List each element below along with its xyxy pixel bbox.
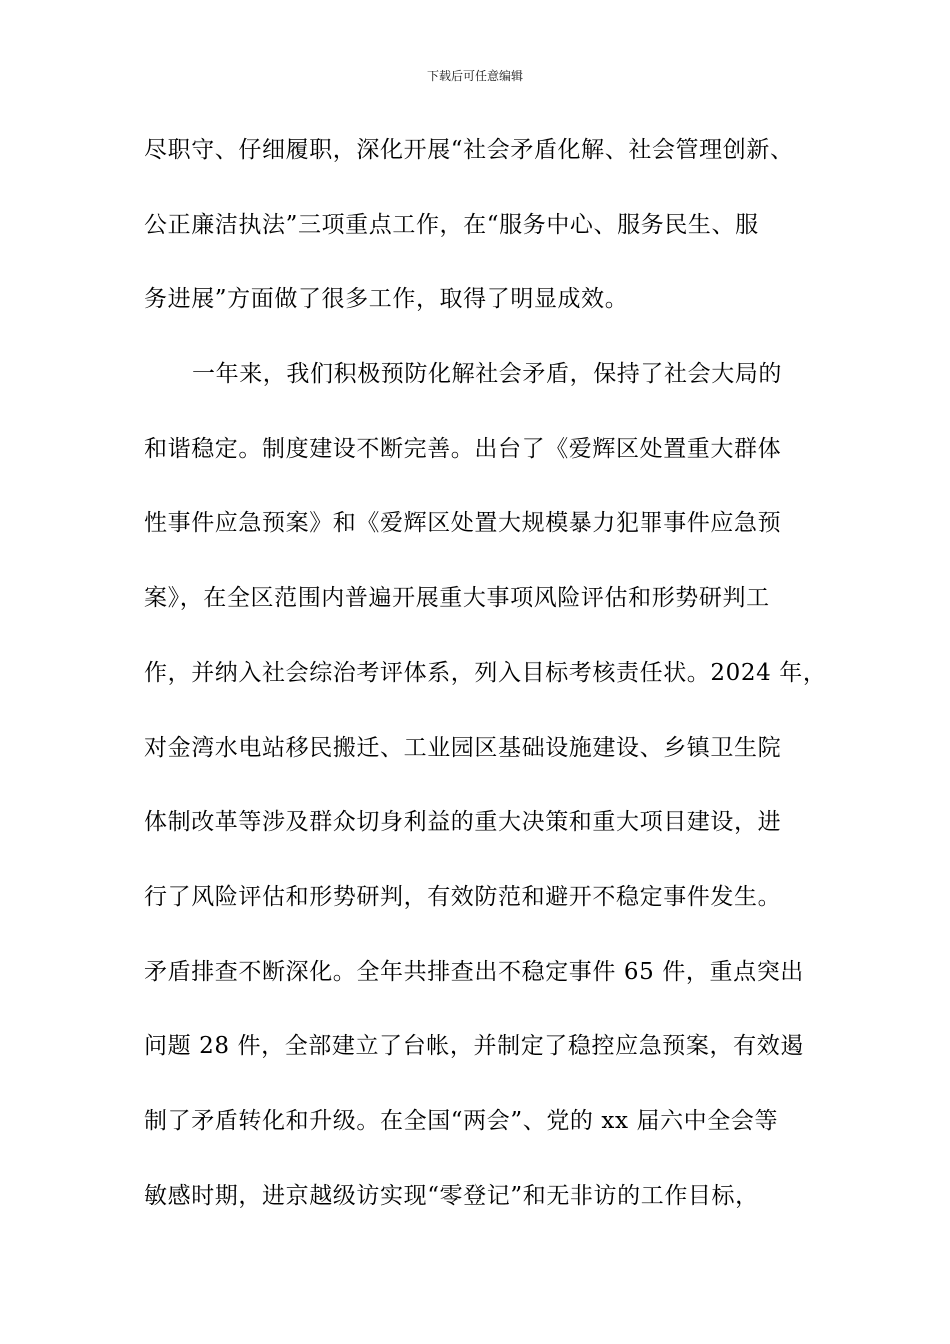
text-line-13: 问题 28 件，全部建立了台帐，并制定了稳控应急预案，有效遏	[144, 1033, 804, 1060]
text-line-14: 制了矛盾转化和升级。在全国“两会”、党的 xx 届六中全会等	[144, 1107, 779, 1134]
page-header: 下载后可任意编辑	[426, 69, 523, 83]
text-line-5: 和谐稳定。制度建设不断完善。出台了《爱辉区处置重大群体	[144, 435, 782, 462]
text-line-9: 对金湾水电站移民搬迁、工业园区基础设施建设、乡镇卫生院	[144, 734, 782, 761]
text-line-3: 务进展”方面做了很多工作，取得了明显成效。	[144, 286, 629, 313]
text-line-1: 尽职守、仔细履职，深化开展“社会矛盾化解、社会管理创新、	[144, 137, 794, 163]
text-line-4-paragraph-start: 一年来，我们积极预防化解社会矛盾，保持了社会大局的	[192, 361, 782, 388]
text-line-7: 案》，在全区范围内普遍开展重大事项风险评估和形势研判工	[144, 585, 770, 612]
text-line-11: 行了风险评估和形势研判，有效防范和避开不稳定事件发生。	[144, 883, 782, 910]
text-line-6: 性事件应急预案》和《爱辉区处置大规模暴力犯罪事件应急预	[144, 510, 782, 537]
text-line-10: 体制改革等涉及群众切身利益的重大决策和重大项目建设，进	[144, 809, 782, 836]
text-line-12: 矛盾排查不断深化。全年共排查出不稳定事件 65 件，重点突出	[144, 958, 804, 985]
text-line-8: 作，并纳入社会综治考评体系，列入目标考核责任状。2024 年，	[144, 659, 827, 686]
text-line-15: 敏感时期，进京越级访实现“零登记”和无非访的工作目标，	[144, 1182, 759, 1209]
text-line-2: 公正廉洁执法”三项重点工作，在“服务中心、服务民生、服	[144, 211, 759, 238]
document-body	[144, 130, 834, 1250]
